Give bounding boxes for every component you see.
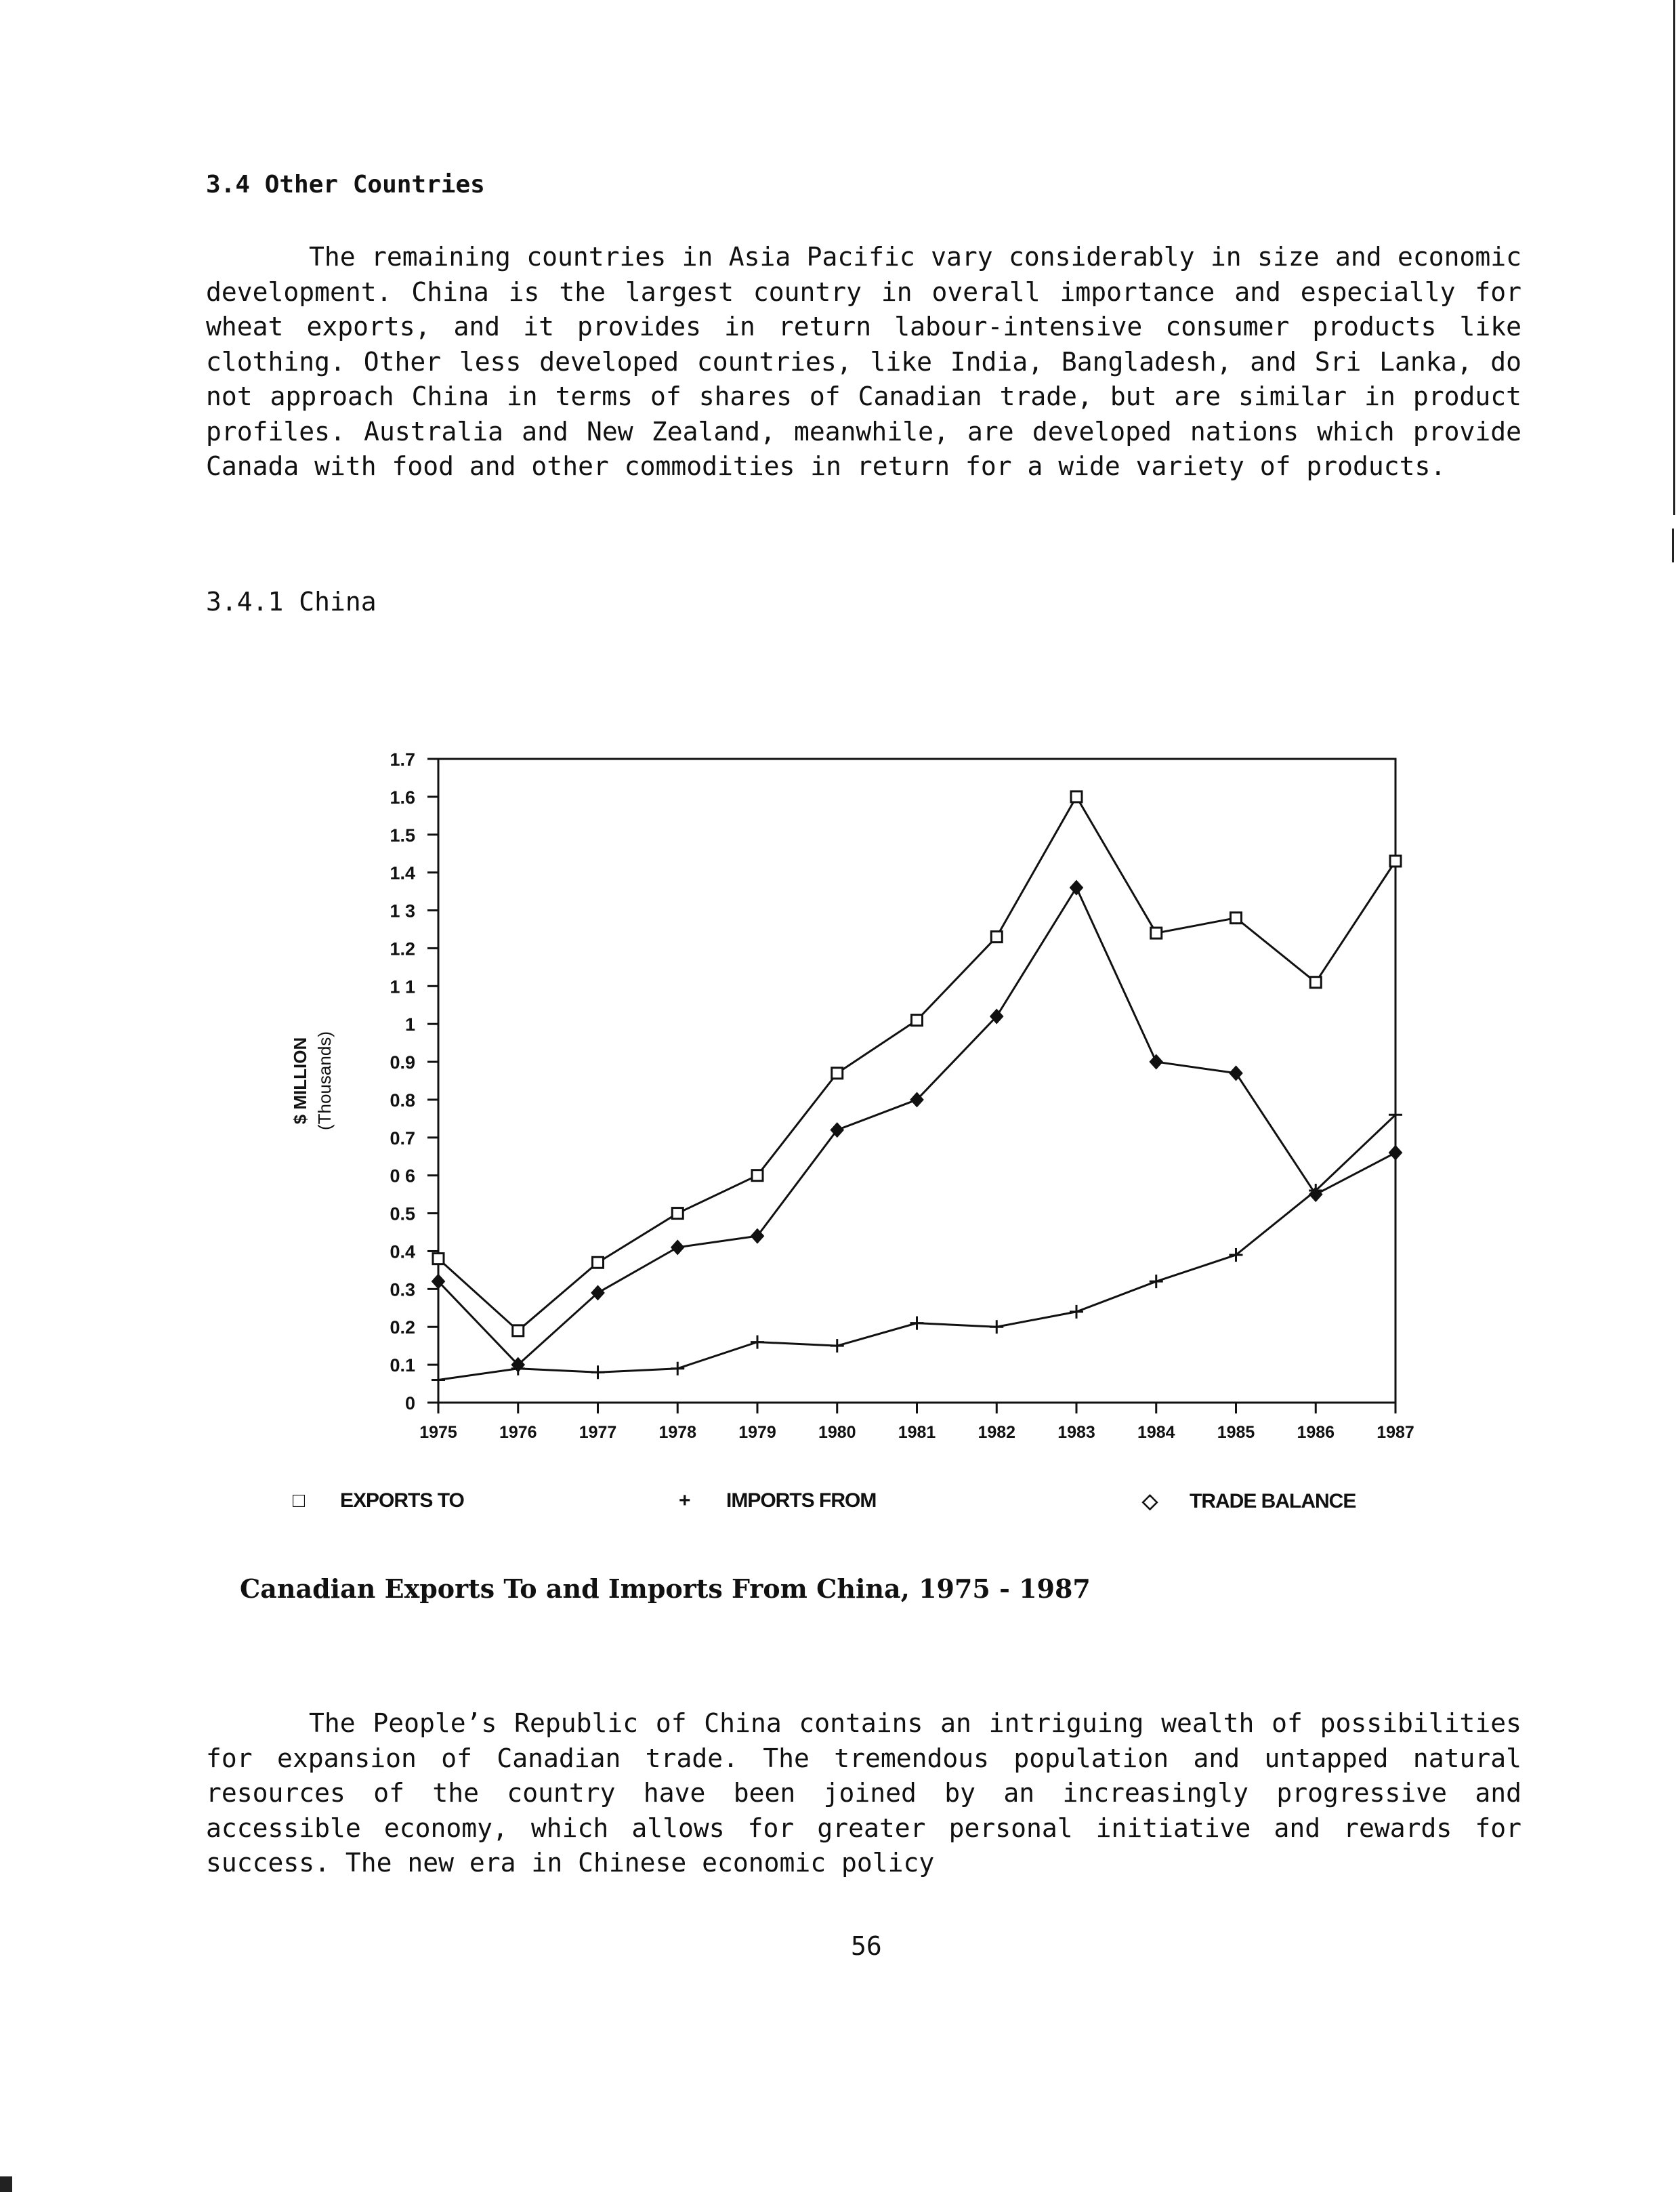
data-point-square	[991, 932, 1002, 943]
data-point-square	[513, 1325, 524, 1336]
data-point-plus	[1150, 1275, 1163, 1288]
y-tick-label: 0.1	[390, 1355, 415, 1376]
x-tick-label: 1975	[419, 1423, 457, 1442]
x-tick-label: 1980	[818, 1423, 856, 1442]
y-tick-label: 0.4	[390, 1241, 415, 1262]
x-tick-label: 1986	[1297, 1423, 1335, 1442]
paragraph-china	[206, 1706, 1521, 1881]
y-tick-label: 1 1	[390, 976, 415, 997]
paragraph-text: The remaining countries in Asia Pacific vary considerably in size and economic development. China is the largest country in overall importance and especially for wheat exports, and it provides in return labour-intensive consumer products like clothing. Other less developed countries, like India, Bangladesh, and Sri Lanka, do not approach China in terms of shares of Canadian trade, but are similar in product profiles. Australia and New Zealand, meanwhile, are developed nations which provide Canada with food and other commodities in return for a wide variety of products.	[206, 242, 1521, 481]
x-tick-label: 1979	[738, 1423, 776, 1442]
data-point-square	[1071, 791, 1082, 802]
y-tick-label: 1.2	[390, 938, 415, 959]
data-point-square	[672, 1208, 683, 1219]
data-point-square	[1231, 913, 1242, 924]
legend-label: EXPORTS TO	[340, 1489, 464, 1512]
x-tick-label: 1983	[1057, 1423, 1095, 1442]
legend-item-trade-balance	[1142, 1489, 1356, 1513]
y-tick-label: 1.5	[390, 825, 415, 846]
x-tick-label: 1982	[978, 1423, 1016, 1442]
x-tick-label: 1984	[1137, 1423, 1175, 1442]
y-tick-label: 1.7	[390, 749, 415, 770]
legend-label: IMPORTS FROM	[726, 1489, 877, 1512]
data-point-plus	[831, 1339, 844, 1352]
y-tick-label: 0.2	[390, 1317, 415, 1338]
series-line-square	[438, 797, 1395, 1331]
page-number: 56	[851, 1931, 882, 1961]
series-line-diamond	[438, 888, 1395, 1365]
y-tick-label: 0.7	[390, 1128, 415, 1149]
data-point-plus	[671, 1362, 684, 1376]
legend-plus-marker-icon: +	[679, 1489, 690, 1512]
legend-item-exports	[293, 1489, 464, 1512]
data-point-square	[912, 1015, 923, 1026]
data-point-plus	[751, 1336, 764, 1349]
y-tick-label: 0 6	[390, 1165, 415, 1186]
y-tick-label: 1	[404, 1014, 415, 1035]
y-tick-label: 0.3	[390, 1279, 415, 1300]
legend-label: TRADE BALANCE	[1190, 1490, 1356, 1512]
y-axis-label: $ MILLION	[290, 1037, 310, 1125]
section-title: 3.4 Other Countries	[206, 171, 485, 199]
legend-square-marker-icon: □	[293, 1489, 305, 1512]
y-tick-label: 1.6	[390, 787, 415, 808]
x-tick-label: 1976	[499, 1423, 537, 1442]
x-tick-label: 1977	[579, 1423, 617, 1442]
data-point-plus	[432, 1373, 445, 1386]
data-point-diamond	[1389, 1146, 1402, 1159]
y-axis-unit-label: (Thousands)	[314, 1031, 335, 1130]
y-tick-label: 0.8	[390, 1090, 415, 1111]
data-point-plus	[910, 1317, 924, 1330]
y-tick-label: 1 3	[390, 901, 415, 922]
figure-caption: Canadian Exports To and Imports From China, 1975 - 1987	[240, 1573, 1091, 1604]
y-tick-label: 0.5	[390, 1203, 415, 1224]
data-point-square	[832, 1068, 843, 1079]
x-tick-label: 1981	[898, 1423, 936, 1442]
data-point-square	[1310, 977, 1321, 988]
data-point-plus	[990, 1320, 1003, 1333]
y-tick-label: 1.4	[390, 863, 415, 884]
data-point-square	[1151, 928, 1162, 938]
x-tick-label: 1985	[1217, 1423, 1255, 1442]
scan-corner-mark	[0, 2176, 12, 2192]
data-point-square	[752, 1170, 763, 1181]
legend-item-imports	[679, 1489, 876, 1512]
data-point-diamond	[1070, 881, 1083, 894]
series-line-plus	[438, 1115, 1395, 1380]
y-tick-label: 0	[404, 1393, 415, 1413]
data-point-diamond	[1150, 1055, 1162, 1069]
data-point-diamond	[671, 1241, 684, 1254]
x-tick-label: 1987	[1377, 1423, 1414, 1442]
data-point-square	[433, 1254, 444, 1264]
y-tick-label: 0.9	[390, 1052, 415, 1073]
legend-diamond-marker-icon: ◇	[1142, 1490, 1158, 1512]
paragraph-text: The People’s Republic of China contains an intriguing wealth of possibilities for expansion of Canadian trade. The tremendous population and untapped natural resources of the country have been joined by an increasingly progressive and accessible economy, which allows for greater personal initiative and rewards for success. The new era in Chinese economic policy	[206, 1708, 1521, 1878]
scan-edge-line	[1673, 0, 1675, 515]
x-tick-label: 1978	[658, 1423, 697, 1442]
subsection-title: 3.4.1 China	[206, 587, 377, 617]
scan-edge-line	[1672, 529, 1674, 562]
data-point-plus	[1070, 1305, 1083, 1319]
data-point-plus	[591, 1365, 605, 1379]
data-point-square	[593, 1257, 604, 1268]
data-point-square	[1390, 856, 1401, 867]
